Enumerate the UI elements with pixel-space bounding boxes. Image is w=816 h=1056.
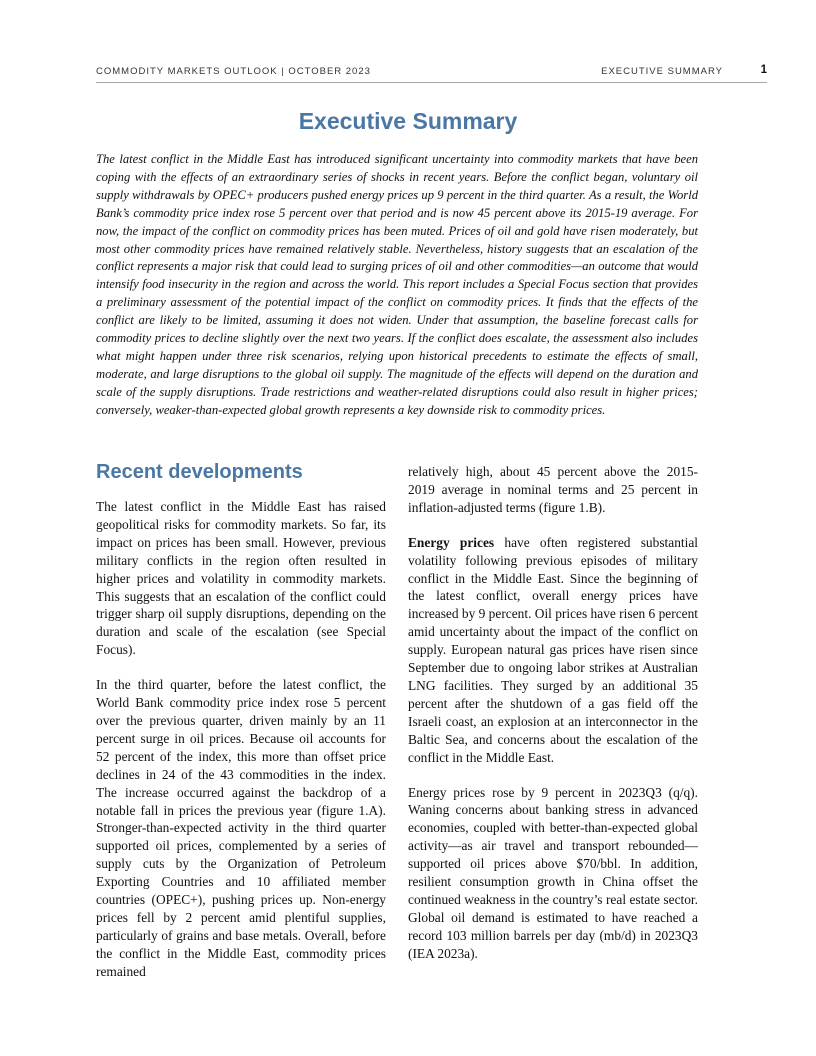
paragraph: The latest conflict in the Middle East has raised geopolitical risks for commodity markets. So far, its impact on prices has been small. However, previous military conflicts in the region often resulted in higher prices and volatility in commodity markets. This suggests that an escalation of the conflict could trigger sharp oil supply disruptions, depending on the duration and scale of the escalation (see Special Focus).	[96, 499, 386, 658]
section-heading-recent-developments: Recent developments	[96, 461, 303, 483]
publication-title: COMMODITY MARKETS OUTLOOK | OCTOBER 2023	[96, 66, 371, 77]
executive-summary-text: The latest conflict in the Middle East has introduced significant uncertainty into commodity markets that have been coping with the effects of an extraordinary series of shocks in recent years. Before the conflict began, voluntary oil supply withdrawals by OPEC+ producers pushed energy prices up 9 percent in the third quarter. As a result, the World Bank’s commodity price index rose 5 percent over that period and is now 45 percent above its 2015-19 average. For now, the impact of the conflict on commodity prices has been muted. Prices of oil and gold have risen moderately, but most other commodity prices have remained relatively stable. Nevertheless, history suggests that an escalation of the conflict represents a major risk that could lead to surging prices of oil and other commodities—an outcome that would intensify food insecurity in the region and across the world. This report includes a Special Focus section that provides a preliminary assessment of the potential impact of the conflict on commodity prices. It finds that the effects of the conflict are likely to be limited, assuming it does not widen. Under that assumption, the baseline forecast calls for commodity prices to decline slightly over the next two years. If the conflict does escalate, the assessment also includes what might happen under three risk scenarios, relying upon historical precedents to estimate the effects of small, moderate, and large disruptions to the global oil supply. The magnitude of the effects will depend on the duration and scale of the supply disruptions. Trade restrictions and weather-related disruptions could also result in higher prices; conversely, weaker-than-expected global growth represents a key downside risk to commodity prices.	[96, 152, 698, 417]
paragraph-continuation: relatively high, about 45 percent above the 2015-2019 average in nominal terms and 25 percent in inflation-adjusted terms (figure 1.B).	[408, 464, 698, 515]
paragraph: Energy prices rose by 9 percent in 2023Q3 (q/q). Waning concerns about banking stress in advanced economies, coupled with better-than-expected global activity—as air travel and transport rebounded—supported oil prices above $70/bbl. In addition, resilient consumption growth in China offset the continued weakness in the country’s real estate sector. Global oil demand is estimated to have reached a record 103 million barrels per day (mb/d) in 2023Q3 (IEA 2023a).	[408, 784, 698, 961]
section-label: EXECUTIVE SUMMARY	[601, 66, 723, 77]
paragraph-body: have often registered substantial volatility following previous episodes of military conflict in the Middle East. Since the beginning of the latest conflict, overall energy prices have increased by 9 percent. Oil prices have risen 6 percent amid uncertainty about the impact of the conflict on supply. European natural gas prices have risen since September due to ongoing labor strikes at Australian LNG facilities. They surged by an additional 35 percent after the shutdown of a gas field off the Israeli coast, an explosion at an interconnector in the Baltic Sea, and concerns about the escalation of the conflict in the Middle East.	[408, 534, 699, 765]
right-column	[408, 463, 698, 980]
paragraph: In the third quarter, before the latest conflict, the World Bank commodity price index rose 5 percent over the previous quarter, driven mainly by an 11 percent surge in oil prices. Because oil accounts for 52 percent of the index, this more than offset price declines in 24 of the 43 commodities in the index. The increase occurred against the backdrop of a notable fall in prices the previous year (figure 1.A). Stronger-than-expected activity in the third quarter supported oil prices, complemented by a series of supply cuts by the Organization of Petroleum Exporting Countries and 10 affiliated member countries (OPEC+), pushing prices up. Non-energy prices fell by 2 percent amid plentiful supplies, particularly of grains and base metals. Overall, before the conflict in the Middle East, commodity prices remained	[96, 677, 386, 979]
bold-lead-energy-prices: Energy prices	[408, 534, 495, 550]
page-title: Executive Summary	[298, 108, 518, 134]
running-header	[96, 64, 767, 83]
left-column	[96, 458, 386, 998]
paragraph-energy-prices	[408, 534, 698, 767]
page-number: 1	[760, 64, 767, 76]
